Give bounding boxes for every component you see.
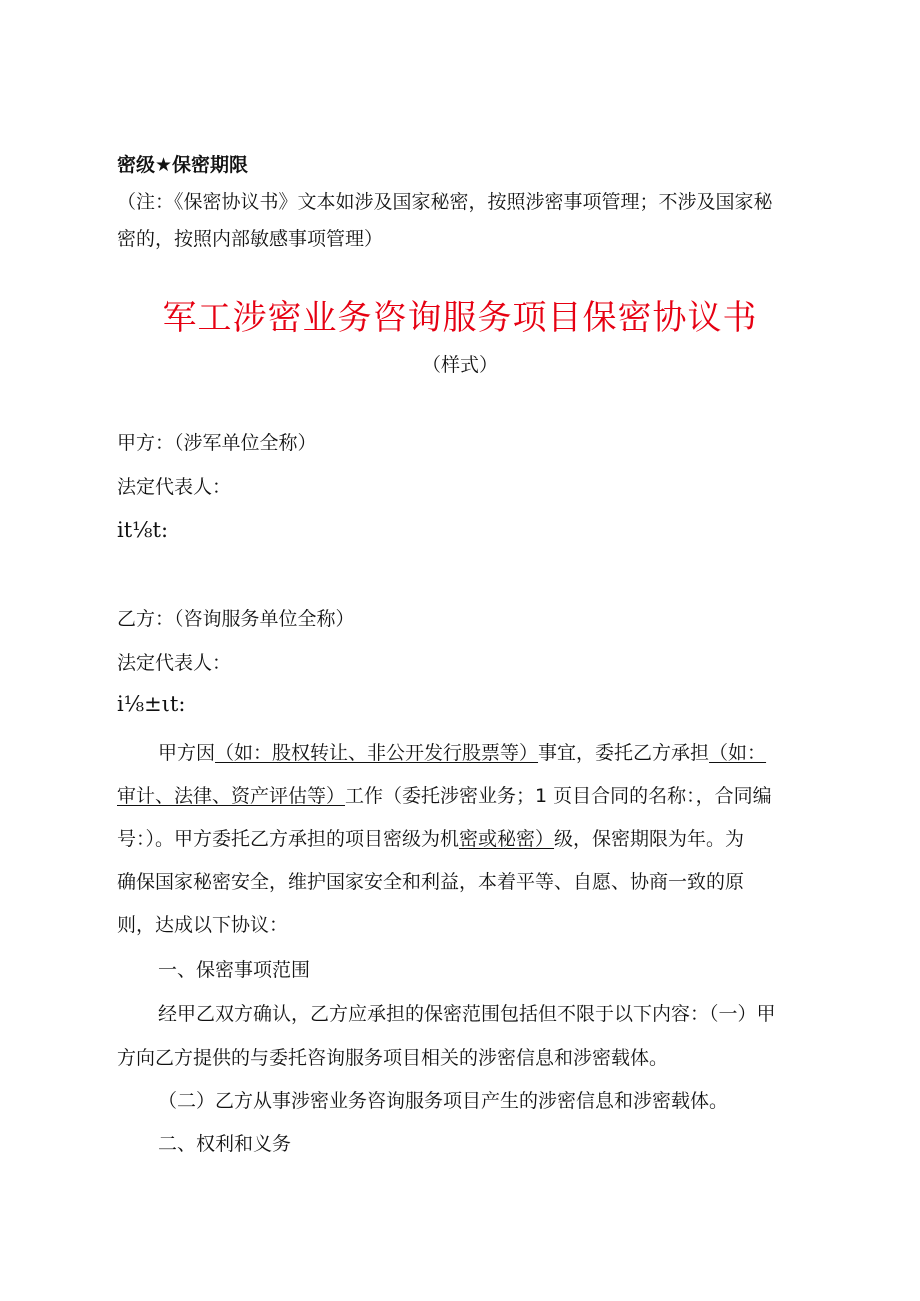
body-paragraph-7: 方向乙方提供的与委托咨询服务项目相关的涉密信息和涉密载体。	[117, 1047, 669, 1069]
party-a-address: it⅛t:	[117, 518, 169, 542]
document-subtitle: （样式）	[421, 354, 498, 376]
party-b-representative: 法定代表人：	[117, 652, 232, 674]
body-text: 甲方因	[158, 742, 216, 764]
party-a-name: 甲方：（涉军单位全称）	[117, 432, 317, 454]
document-title: 军工涉密业务咨询服务项目保密协议书	[162, 298, 758, 338]
party-b-address: i⅛±ιt:	[117, 692, 186, 716]
classification-label: 密级★保密期限	[117, 154, 249, 176]
body-paragraph-1	[158, 738, 766, 765]
underlined-field: 审计、法律、资产评估等）	[117, 785, 346, 807]
body-text: 事宜，委托乙方承担	[538, 742, 710, 764]
underlined-field: 密或秘密）	[459, 828, 555, 850]
party-a-representative: 法定代表人：	[117, 476, 232, 498]
body-paragraph-2	[117, 781, 772, 808]
underlined-field: （如：股权转让、非公开发行股票等）	[215, 742, 539, 764]
body-paragraph-5: 则，达成以下协议：	[117, 914, 289, 936]
underlined-field: （如：	[709, 742, 767, 764]
note-line-1: （注：《保密协议书》文本如涉及国家秘密，按照涉密事项管理；不涉及国家秘	[117, 191, 773, 213]
body-paragraph-3	[117, 824, 744, 851]
body-text: 工作（委托涉密业务；1 页目合同的名称：，合同编	[345, 785, 772, 807]
body-text: 级，保密期限为年。为	[554, 828, 745, 850]
body-paragraph-8: （二）乙方从事涉密业务咨询服务项目产生的涉密信息和涉密载体。	[158, 1090, 729, 1112]
body-text: 号：）。甲方委托乙方承担的项目密级为机	[117, 828, 460, 850]
body-paragraph-4: 确保国家秘密安全，维护国家安全和利益，本着平等、自愿、协商一致的原	[117, 871, 745, 893]
section-heading-2: 二、权利和义务	[158, 1133, 292, 1155]
section-heading-1: 一、保密事项范围	[158, 959, 311, 981]
party-b-name: 乙方：（咨询服务单位全称）	[117, 608, 355, 630]
note-line-2: 密的，按照内部敏感事项管理）	[117, 228, 384, 250]
body-paragraph-6: 经甲乙双方确认，乙方应承担的保密范围包括但不限于以下内容：（一）甲	[158, 1003, 776, 1025]
